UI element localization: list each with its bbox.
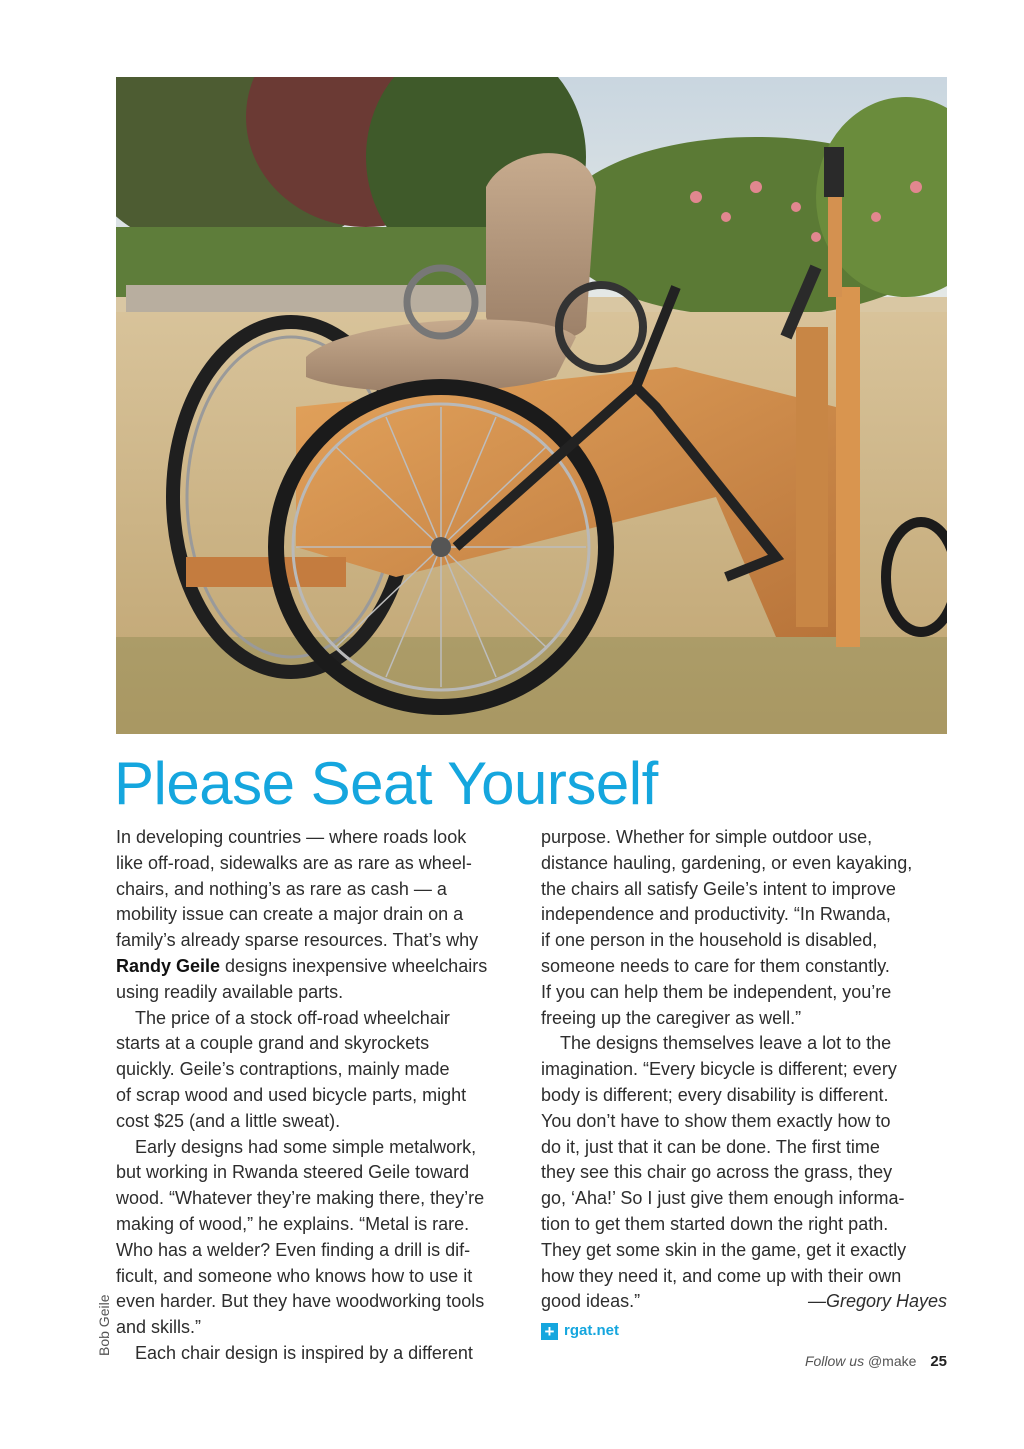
plus-icon: + [541,1323,558,1340]
text-line: If you can help them be independent, you’re [541,981,892,1002]
text-fragment: designs inexpensive wheelchairs [220,955,488,976]
text-line: if one person in the household is disabled, [541,930,878,951]
text-line: like off-road, sidewalks are as rare as wheel- [116,852,472,873]
text-line: Early designs had some simple metalwork, [135,1136,477,1157]
text-line: of scrap wood and used bicycle parts, might [116,1084,467,1105]
text-line: wood. “Whatever they’re making there, they’re [116,1188,485,1209]
text-line: The price of a stock off-road wheelchair [135,1007,450,1028]
text-line: chairs, and nothing’s as rare as cash — a [116,878,447,899]
article-title: Please Seat Yourself [114,750,658,817]
person-name: Randy Geile [116,955,221,976]
text-line: freeing up the caregiver as well.” [541,1007,802,1028]
article-left-column [116,825,528,1367]
article-photo [116,77,947,734]
text-line: but working in Rwanda steered Geile toward [116,1162,470,1183]
text-line: ficult, and someone who knows how to use it [116,1265,473,1286]
text-line: even harder. But they have woodworking tools [116,1291,485,1312]
text-line: do it, just that it can be done. The first time [541,1136,880,1157]
text-line: independence and productivity. “In Rwanda, [541,904,891,925]
text-line [116,954,528,980]
author-byline: —Gregory Hayes [807,1291,947,1312]
text-line: purpose. Whether for simple outdoor use, [541,827,873,847]
text-line: distance hauling, gardening, or even kayaking, [541,852,913,873]
text-line: using readily available parts. [116,981,344,1002]
text-line: someone needs to care for them constantly. [541,955,890,976]
wheelchair-photo-illustration [116,77,947,734]
text-line: they see this chair go across the grass, they [541,1162,893,1183]
text-line: Each chair design is inspired by a different [135,1342,473,1363]
text-line: making of wood,” he explains. “Metal is rare. [116,1213,470,1234]
text-line: the chairs all satisfy Geile’s intent to improve [541,878,896,899]
follow-label: Follow us [804,1353,868,1369]
article-right-column [541,825,949,1341]
text-line: and skills.” [116,1317,202,1338]
related-link[interactable] [541,1321,949,1341]
text-line: Who has a welder? Even finding a drill is dif- [116,1239,471,1260]
text-line: imagination. “Every bicycle is different; every [541,1059,897,1080]
photo-credit: Bob Geile [96,1294,112,1356]
text-line: good ideas.” [541,1291,641,1312]
text-line: cost $25 (and a little sweat). [116,1110,341,1131]
text-line: family’s already sparse resources. That’s why [116,930,479,951]
text-line: go, ‘Aha!’ So I just give them enough informa- [541,1188,905,1209]
closing-line [541,1289,947,1315]
text-line: mobility issue can create a major drain on a [116,904,464,925]
page-footer [805,1353,947,1370]
social-handle: @make [867,1353,917,1369]
text-line: You don’t have to show them exactly how to [541,1110,891,1131]
text-line: quickly. Geile’s contraptions, mainly made [116,1059,450,1080]
text-line: The designs themselves leave a lot to the [560,1033,892,1054]
text-line: starts at a couple grand and skyrockets [116,1033,430,1054]
text-line: They get some skin in the game, get it exactly [541,1239,907,1260]
text-line: body is different; every disability is different. [541,1084,889,1105]
text-line: how they need it, and come up with their own [541,1265,902,1286]
text-line: tion to get them started down the right path. [541,1213,889,1234]
text-line: In developing countries — where roads look [116,827,467,847]
page-number: 25 [930,1353,947,1370]
related-link-text[interactable]: rgat.net [564,1322,620,1340]
